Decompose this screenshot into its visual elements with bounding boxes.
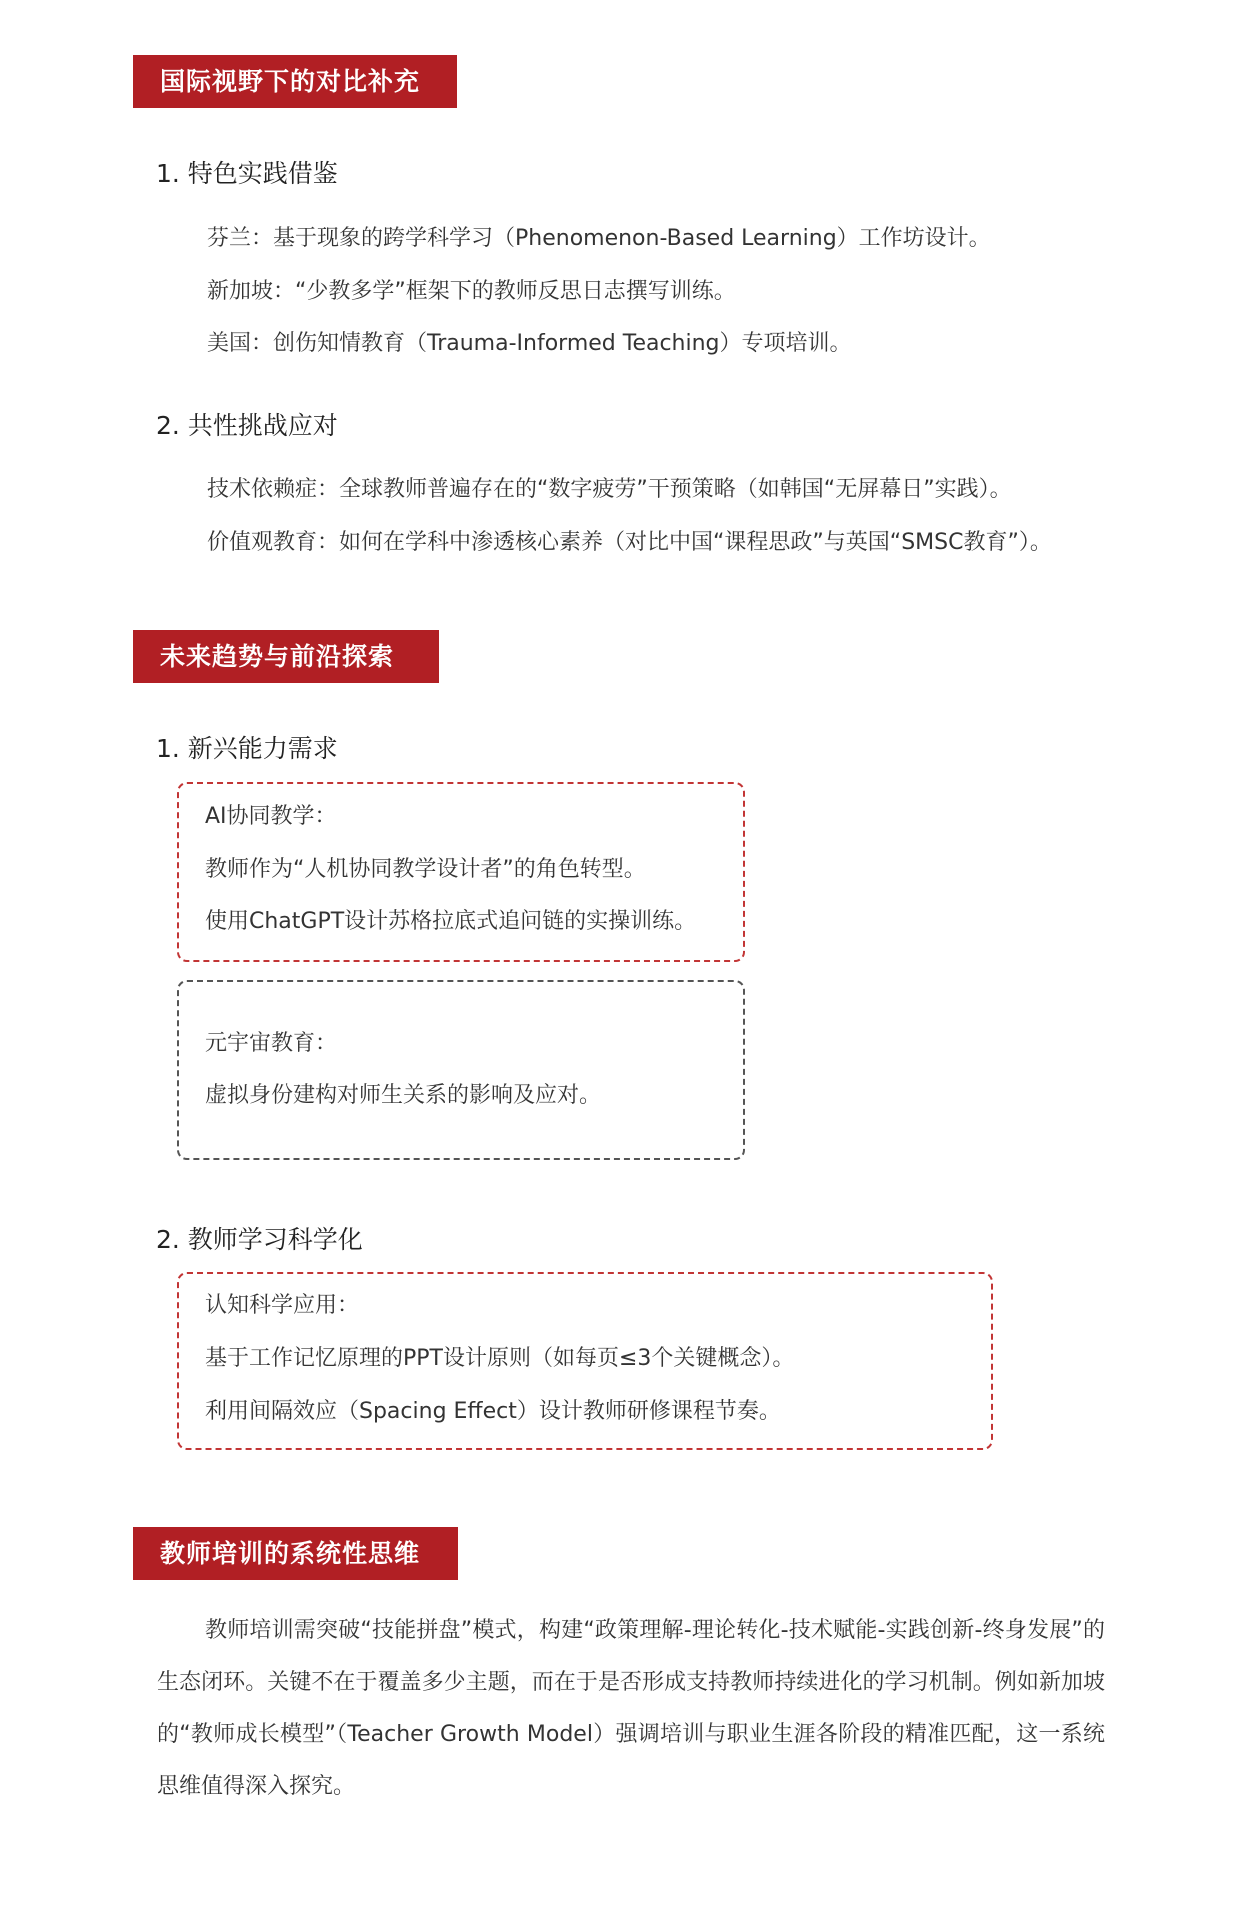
box-item-metaverse-identity: 虚拟身份建构对师生关系的影响及应对。 [205,1083,602,1108]
systems-thinking-paragraph: 教师培训需突破“技能拼盘”模式，构建“政策理解-理论转化-技术赋能-实践创新-终身发展”的生态闭环。关键不在于覆盖多少主题，而在于是否形成支持教师持续进化的学习机制。例如新加坡的“教师成长模型”（Teacher Growth Model）强调培训与职业生涯各阶段的精准匹配，这一系统思维值得深入探究。 [157,1618,1105,1799]
subheading-common-challenges: 2. 共性挑战应对 [156,411,338,440]
box-item-ai-chatgpt: 使用ChatGPT设计苏格拉底式追问链的实操训练。 [205,909,697,934]
list-item-tech-dependence: 技术依赖症：全球教师普遍存在的“数字疲劳”干预策略（如韩国“无屏幕日”实践）。 [207,477,1012,502]
box-item-working-memory: 基于工作记忆原理的PPT设计原则（如每页≤3个关键概念）。 [205,1346,795,1371]
subheading-learning-science: 2. 教师学习科学化 [156,1225,363,1254]
subheading-practice-reference: 1. 特色实践借鉴 [156,159,338,188]
section-banner-systems-thinking: 教师培训的系统性思维 [133,1527,458,1580]
box-metaverse [177,980,745,1160]
list-item-singapore: 新加坡：“少教多学”框架下的教师反思日志撰写训练。 [207,279,736,304]
box-item-ai-role: 教师作为“人机协同教学设计者”的角色转型。 [205,857,646,882]
box-title-cognitive: 认知科学应用： [205,1293,360,1318]
list-item-finland: 芬兰：基于现象的跨学科学习（Phenomenon-Based Learning）工作坊设计。 [207,226,991,251]
section-banner-future-trends: 未来趋势与前沿探索 [133,630,439,683]
list-item-usa: 美国：创伤知情教育（Trauma-Informed Teaching）专项培训。 [207,331,852,356]
list-item-values-education: 价值观教育：如何在学科中渗透核心素养（对比中国“课程思政”与英国“SMSC教育”）。 [207,530,1052,555]
subheading-emerging-abilities: 1. 新兴能力需求 [156,734,338,763]
section-banner-international: 国际视野下的对比补充 [133,55,457,108]
box-item-spacing-effect: 利用间隔效应（Spacing Effect）设计教师研修课程节奏。 [205,1399,781,1424]
box-title-metaverse: 元宇宙教育： [205,1031,338,1056]
box-title-ai: AI协同教学： [205,804,337,829]
